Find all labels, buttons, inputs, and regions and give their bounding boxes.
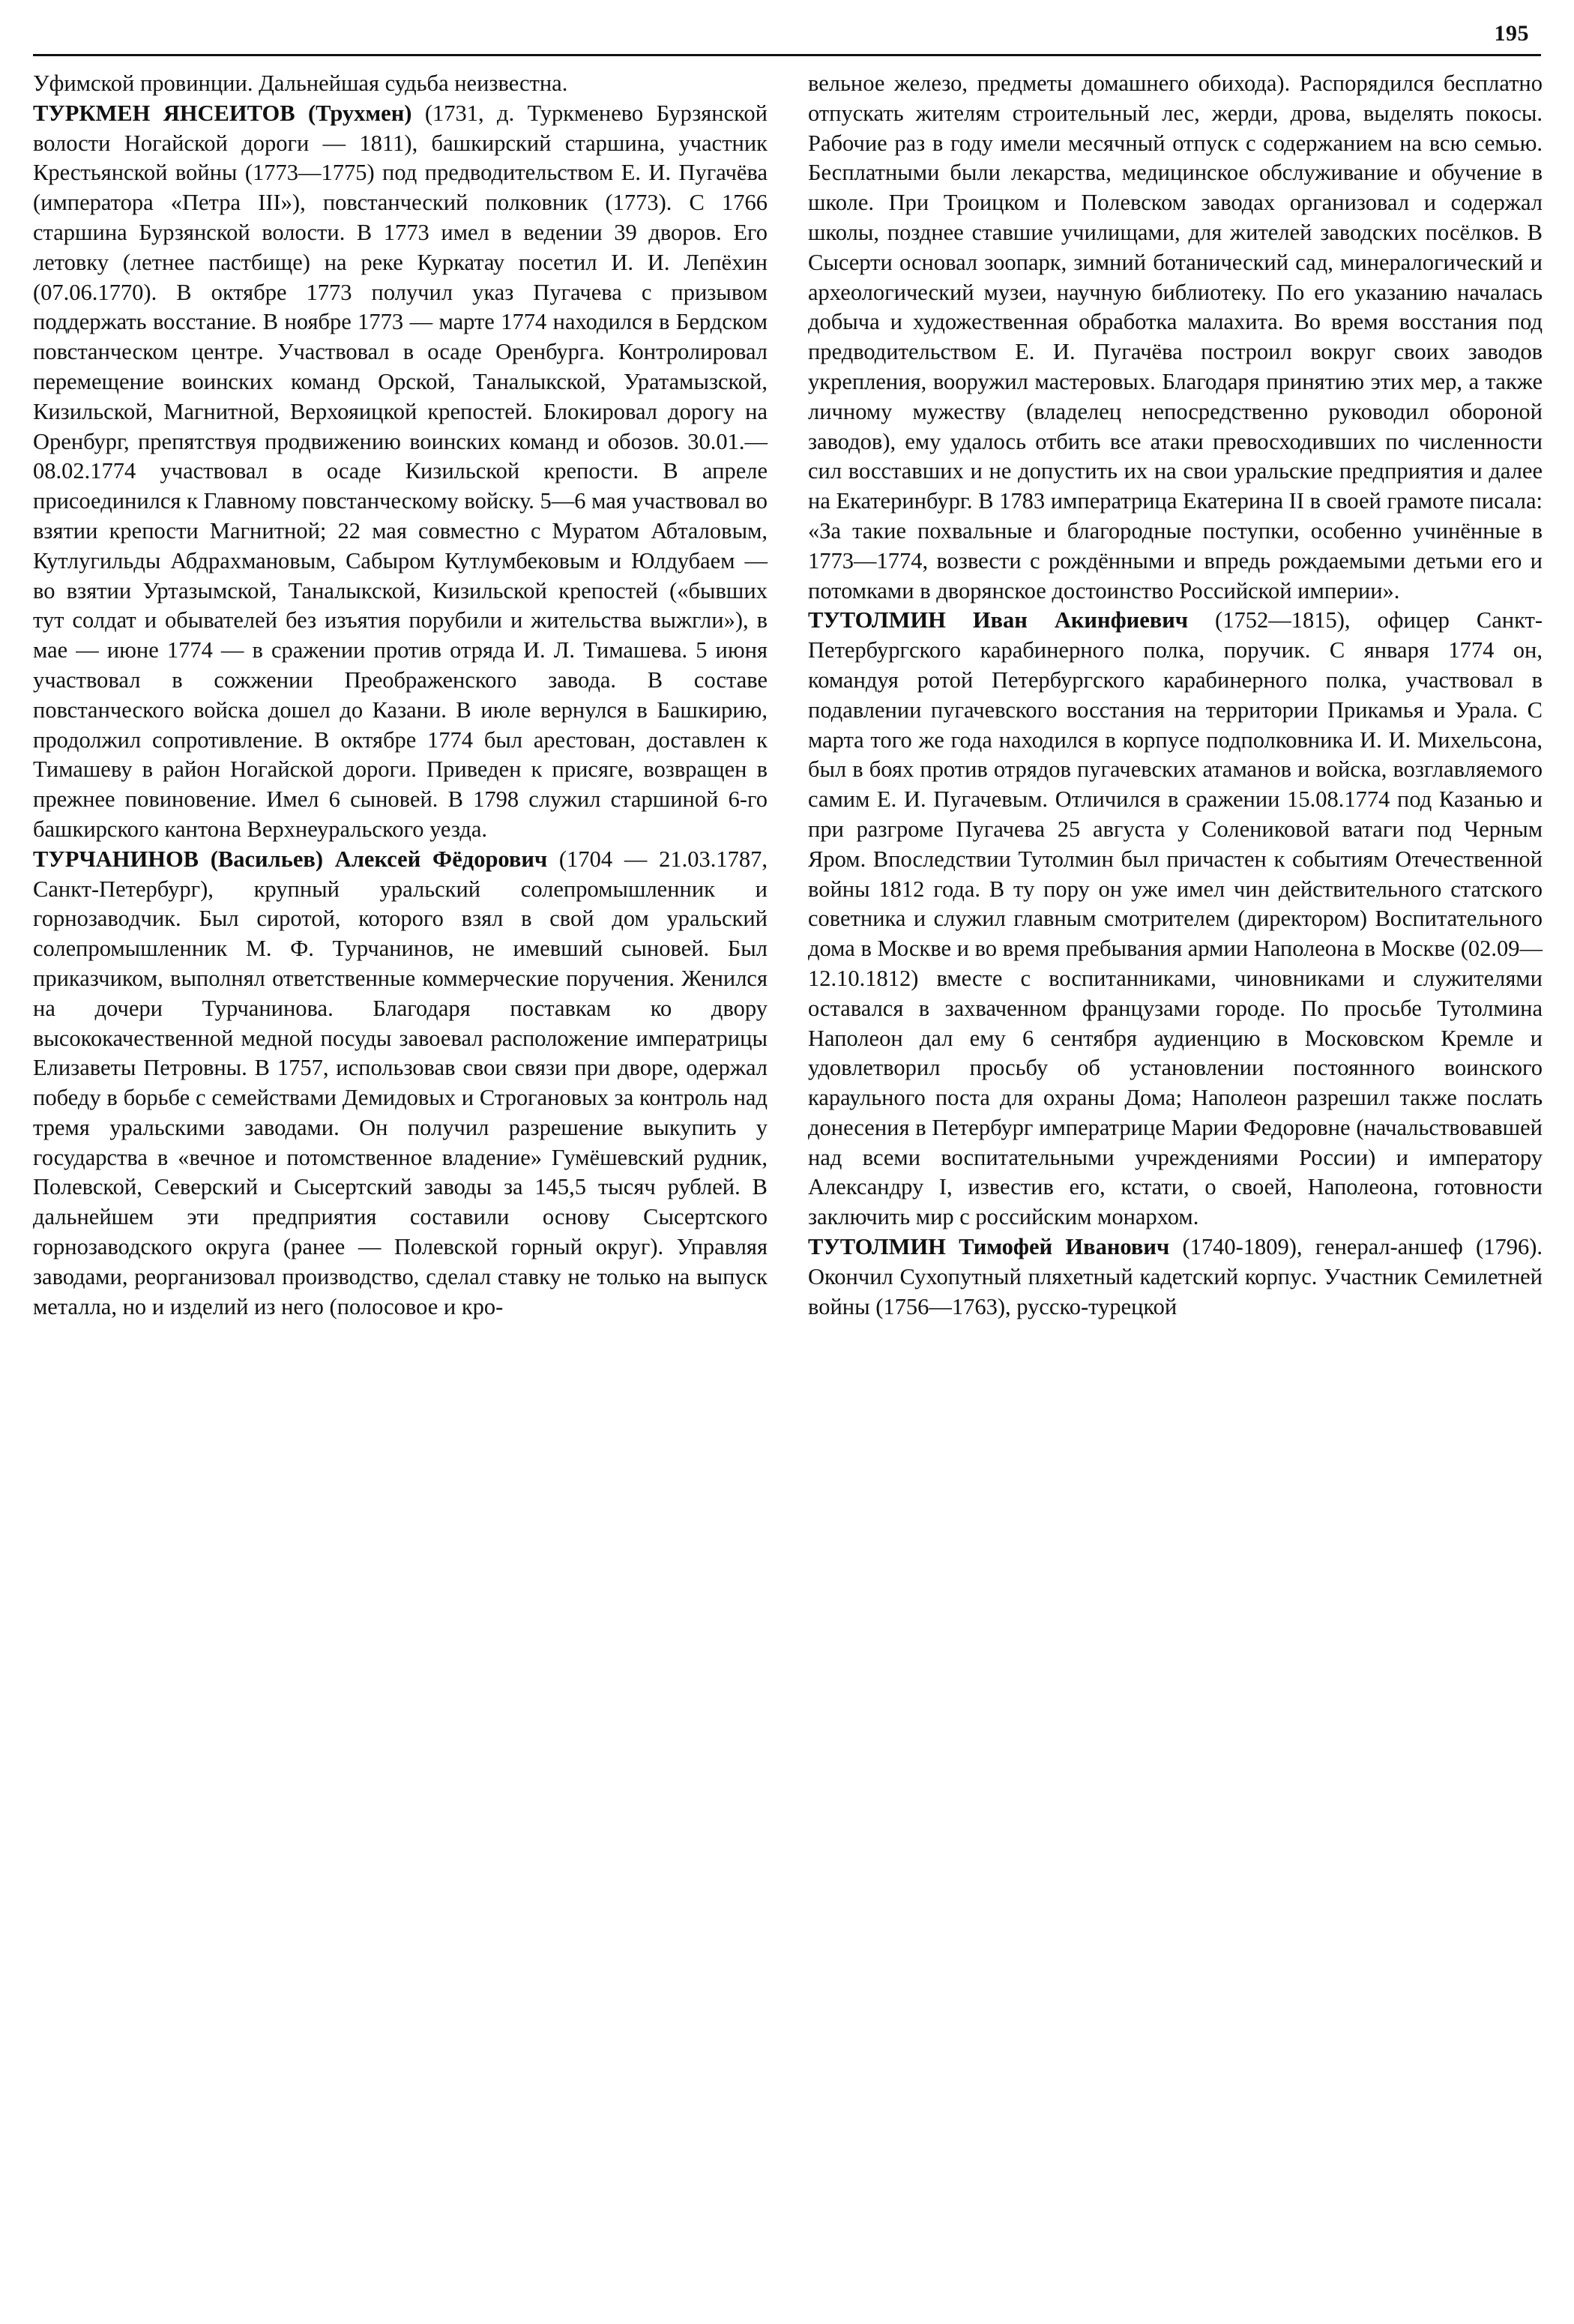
entry-tutolmin-ivan xyxy=(808,606,1543,1232)
entry-headword: ТУТОЛМИН Тимофей Иванович xyxy=(808,1234,1170,1260)
left-column xyxy=(33,69,768,2306)
entry-tutolmin-timofey xyxy=(808,1232,1543,1322)
entry-turkmen-yanseitov xyxy=(33,99,768,845)
entry-body: (1704 — 21.03.1787, Санкт-Петербург), крупный уральский солепромышленник и горнозаводчик. Был сиротой, которого взял в свой дом уральский солепромышленник М. Ф. Турчанинов, не имевший сыновей. Был приказчиком, выполнял ответственные коммерческие поручения. Женился на дочери Турчанинова. Благодаря поставкам ко двору высококачественной медной посуды завоевал расположение императрицы Елизаветы Петровны. В 1757, использовав свои связи при дворе, одержал победу в борьбе с семействами Демидовых и Строгановых за контроль над тремя уральскими заводами. Он получил разрешение выкупить у государства в «вечное и потомственное владение» Гумёшевский рудник, Полевской, Северский и Сысертский заводы за 145,5 тысяч рублей. В дальнейшем эти предприятия составили основу Сысертского горнозаводского округа (ранее — Полевской горный округ). Управляя заводами, реорганизовал производство, сделал ставку не только на выпуск металла, но и изделий из него (полосовое и кро- xyxy=(33,846,768,1319)
paragraph-text: вельное железо, предметы домашнего обихода). Распорядился бесплатно отпускать жителям строительный лес, жерди, дрова, выделять покосы. Рабочие раз в году имели месячный отпуск с содержанием на всю семью. Бесплатными были лекарства, медицинское обслуживание и обучение в школе. При Троицком и Полевском заводах организовал и содержал школы, позднее ставшие училищами, для жителей заводских посёлков. В Сысерти основал зоопарк, зимний ботанический сад, минералогический и археологический музеи, научную библиотеку. По его указанию началась добыча и художественная обработка малахита. Во время восстания под предводительством Е. И. Пугачёва построил вокруг своих заводов укрепления, вооружил мастеровых. Благодаря принятию этих мер, а также личному мужеству (владелец непосредственно руководил обороной заводов), ему удалось отбить все атаки превосходивших по численности сил восставших и не допустить их на свои уральские предприятия и далее на Екатеринбург. В 1783 императрица Екатерина II в своей грамоте писала: «За такие похвальные и благородные поступки, особенно учинённые в 1773—1774, возвести с рождёнными и впредь рождаемыми детьми его и потомками в дворянское достоинство Российской империи». xyxy=(808,70,1543,603)
paragraph xyxy=(808,69,1543,606)
entry-headword: ТУРКМЕН ЯНСЕИТОВ (Трухмен) xyxy=(33,100,412,126)
two-column-text xyxy=(33,69,1541,2306)
entry-body: (1752—1815), офицер Санкт-Петербургского карабинерного полка, поручик. С января 1774 он, командуя ротой Петербургского карабинерного полка, участвовал в подавлении пугачевского восстания на территории Прикамья и Урала. С марта того же года находился в корпусе подполковника И. И. Михельсона, был в боях против отрядов пугачевских атаманов и войска, возглавляемого самим Е. И. Пугачевым. Отличился в сражении 15.08.1774 под Казанью и при разгроме Пугачева 25 августа у Солениковой ватаги под Черным Яром. Впоследствии Тутолмин был причастен к событиям Отечественной войны 1812 года. В ту пору он уже имел чин действительного статского советника и служил главным смотрителем (директором) Воспитательного дома в Москве и во время пребывания армии Наполеона в Москве (02.09—12.10.1812) вместе с воспитанниками, чиновниками и служителями оставался в захваченном французами городе. По просьбе Тутолмина Наполеон дал ему 6 сентября аудиенцию в Московском Кремле и удовлетворил просьбу об установлении постоянного воинского караульного поста для охраны Дома; Наполеон разрешил также послать донесения в Петербург императрице Марии Федоровне (начальствовавшей над всеми воспитательными учреждениями России) и императору Александру I, известив его, кстати, о своей, Наполеона, готовности заключить мир с российским монархом. xyxy=(808,607,1543,1230)
entry-headword: ТУТОЛМИН Иван Акинфиевич xyxy=(808,607,1189,633)
entry-headword: ТУРЧАНИНОВ (Васильев) Алексей Фёдорович xyxy=(33,846,548,872)
entry-turchaninov xyxy=(33,845,768,1322)
header-divider xyxy=(33,54,1541,56)
page-number: 195 xyxy=(1494,21,1529,46)
right-column xyxy=(808,69,1543,2306)
paragraph-text: Уфимской провинции. Дальнейшая судьба неизвестна. xyxy=(33,70,568,96)
entry-body: (1731, д. Туркменево Бурзянской волости Ногайской дороги — 1811), башкирский старшина, участник Крестьянской войны (1773—1775) под предводительством Е. И. Пугачёва (императора «Петра III»), повстанческий полковник (1773). С 1766 старшина Бурзянской волости. В 1773 имел в ведении 39 дворов. Его летовку (летнее пастбище) на реке Куркатау посетил И. И. Лепёхин (07.06.1770). В октябре 1773 получил указ Пугачева с призывом поддержать восстание. В ноябре 1773 — марте 1774 находился в Бердском повстанческом центре. Участвовал в осаде Оренбурга. Контролировал перемещение воинских команд Орской, Таналыкской, Уратамызской, Кизильской, Магнитной, Верхояицкой крепостей. Блокировал дорогу на Оренбург, препятствуя продвижению воинских команд и обозов. 30.01.—08.02.1774 участвовал в осаде Кизильской крепости. В апреле присоединился к Главному повстанческому войску. 5—6 мая участвовал во взятии крепости Магнитной; 22 мая совместно с Муратом Абталовым, Кутлугильды Абдрахмановым, Сабыром Кутлумбековым и Юлдубаем — во взятии Уртазымской, Таналыкской, Кизильской крепостей («бывших тут солдат и обывателей без изъятия порубили и жительства выжгли»), в мае — июне 1774 — в сражении против отряда И. Л. Тимашева. 5 июня участвовал в сожжении Преображенского завода. В составе повстанческого войска дошел до Казани. В июле вернулся в Башкирию, продолжил сопротивление. В октябре 1774 был арестован, доставлен к Тимашеву в район Ногайской дороги. Приведен к присяге, возвращен в прежнее повиновение. Имел 6 сыновей. В 1798 служил старшиной 6-го башкирского кантона Верхнеуральского уезда. xyxy=(33,100,768,842)
entry-body: (1740-1809), генерал-аншеф (1796). Окончил Сухопутный пляхетный кадетский корпус. Участник Семилетней войны (1756—1763), русско-турецкой xyxy=(808,1234,1543,1319)
paragraph xyxy=(33,69,768,99)
